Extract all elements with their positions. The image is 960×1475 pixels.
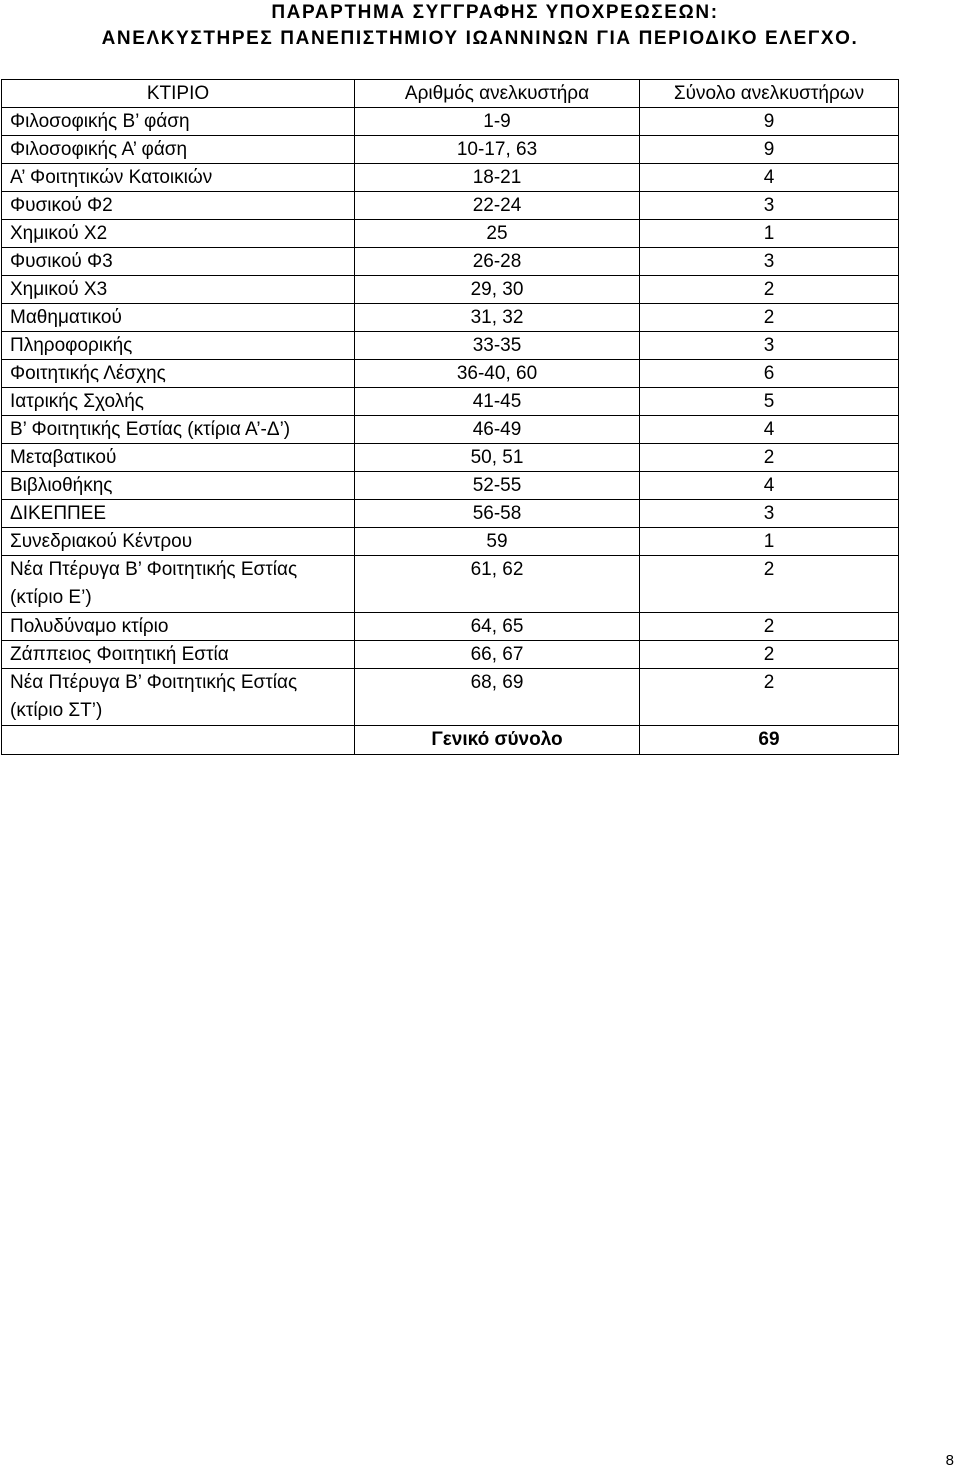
table-row: [2, 416, 899, 444]
cell-elevator-total: 4: [640, 472, 899, 500]
table-row: [2, 613, 899, 641]
cell-elevator-total: 3: [640, 332, 899, 360]
cell-elevator-number: 22-24: [355, 192, 640, 220]
cell-building: Β’ Φοιτητικής Εστίας (κτίρια Α’-Δ’): [2, 416, 355, 444]
cell-empty: [2, 726, 355, 755]
cell-building: ΔΙΚΕΠΠΕΕ: [2, 500, 355, 528]
cell-building: Φυσικού Φ3: [2, 248, 355, 276]
cell-elevator-number: 68, 69: [355, 669, 640, 726]
cell-elevator-number: 52-55: [355, 472, 640, 500]
table-row: [2, 192, 899, 220]
cell-elevator-number: 10-17, 63: [355, 136, 640, 164]
table-row: [2, 164, 899, 192]
table-total-row: [2, 726, 899, 755]
cell-elevator-number: 36-40, 60: [355, 360, 640, 388]
cell-elevator-total: 4: [640, 416, 899, 444]
table-row: [2, 136, 899, 164]
cell-elevator-total: 3: [640, 500, 899, 528]
cell-elevator-number: 46-49: [355, 416, 640, 444]
cell-building: Βιβλιοθήκης: [2, 472, 355, 500]
cell-elevator-total: 6: [640, 360, 899, 388]
cell-elevator-total: 2: [640, 444, 899, 472]
cell-building: Φυσικού Φ2: [2, 192, 355, 220]
cell-elevator-total: 9: [640, 136, 899, 164]
table-row: [2, 332, 899, 360]
cell-elevator-total: 3: [640, 248, 899, 276]
table-row: [2, 472, 899, 500]
cell-elevator-number: 66, 67: [355, 641, 640, 669]
cell-elevator-total: 4: [640, 164, 899, 192]
document-title-line-2: ΑΝΕΛΚΥΣΤΗΡΕΣ ΠΑΝΕΠΙΣΤΗΜΙΟΥ ΙΩΑΝΝΙΝΩΝ ΓΙΑ ΠΕΡΙΟΔΙΚΟ ΕΛΕΓΧΟ.: [101, 28, 859, 49]
cell-elevator-total: 2: [640, 613, 899, 641]
cell-elevator-total: 9: [640, 108, 899, 136]
cell-building: Μαθηματικού: [2, 304, 355, 332]
cell-elevator-number: 18-21: [355, 164, 640, 192]
cell-building: Χημικού Χ3: [2, 276, 355, 304]
cell-building: Α’ Φοιτητικών Κατοικιών: [2, 164, 355, 192]
cell-elevator-number: 61, 62: [355, 556, 640, 613]
cell-elevator-total: 2: [640, 641, 899, 669]
document-title-line-1: ΠΑΡΑΡΤΗΜΑ ΣΥΓΓΡΑΦΗΣ ΥΠΟΧΡΕΩΣΕΩΝ:: [271, 2, 719, 23]
cell-building: Νέα Πτέρυγα Β’ Φοιτητικής Εστίας (κτίριο Ε’): [2, 556, 355, 613]
cell-elevator-number: 31, 32: [355, 304, 640, 332]
cell-building: Συνεδριακού Κέντρου: [2, 528, 355, 556]
cell-elevator-number: 26-28: [355, 248, 640, 276]
table-row: [2, 248, 899, 276]
page-number: 8: [945, 1452, 954, 1469]
table-row: [2, 108, 899, 136]
cell-elevator-total: 5: [640, 388, 899, 416]
cell-elevator-number: 64, 65: [355, 613, 640, 641]
cell-elevator-total: 1: [640, 528, 899, 556]
elevators-table: [1, 79, 899, 755]
cell-elevator-number: 1-9: [355, 108, 640, 136]
cell-elevator-number: 41-45: [355, 388, 640, 416]
table-row: [2, 528, 899, 556]
cell-building: Χημικού Χ2: [2, 220, 355, 248]
cell-elevator-total: 3: [640, 192, 899, 220]
cell-building: Πολυδύναμο κτίριο: [2, 613, 355, 641]
header-building: ΚΤΙΡΙΟ: [2, 80, 355, 108]
cell-building: Ιατρικής Σχολής: [2, 388, 355, 416]
table-row: [2, 556, 899, 613]
cell-elevator-total: 1: [640, 220, 899, 248]
table-row: [2, 220, 899, 248]
cell-building: Φοιτητικής Λέσχης: [2, 360, 355, 388]
cell-elevator-total: 2: [640, 304, 899, 332]
cell-elevator-number: 50, 51: [355, 444, 640, 472]
table-header-row: [2, 80, 899, 108]
total-value: 69: [640, 726, 899, 755]
table-row: [2, 444, 899, 472]
table-row: [2, 360, 899, 388]
cell-elevator-total: 2: [640, 669, 899, 726]
cell-elevator-number: 29, 30: [355, 276, 640, 304]
cell-elevator-number: 25: [355, 220, 640, 248]
cell-building: Πληροφορικής: [2, 332, 355, 360]
header-elevator-total: Σύνολο ανελκυστήρων: [640, 80, 899, 108]
table-row: [2, 304, 899, 332]
cell-elevator-number: 33-35: [355, 332, 640, 360]
cell-elevator-number: 56-58: [355, 500, 640, 528]
cell-building: Ζάππειος Φοιτητική Εστία: [2, 641, 355, 669]
header-elevator-number: Αριθμός ανελκυστήρα: [355, 80, 640, 108]
cell-building: Φιλοσοφικής Β’ φάση: [2, 108, 355, 136]
table-row: [2, 641, 899, 669]
table-row: [2, 276, 899, 304]
cell-elevator-total: 2: [640, 276, 899, 304]
cell-building: Φιλοσοφικής Α’ φάση: [2, 136, 355, 164]
cell-elevator-number: 59: [355, 528, 640, 556]
cell-elevator-total: 2: [640, 556, 899, 613]
cell-building: Μεταβατικού: [2, 444, 355, 472]
table-row: [2, 500, 899, 528]
total-label: Γενικό σύνολο: [355, 726, 640, 755]
cell-building: Νέα Πτέρυγα Β’ Φοιτητικής Εστίας (κτίριο ΣΤ’): [2, 669, 355, 726]
table-row: [2, 669, 899, 726]
table-row: [2, 388, 899, 416]
